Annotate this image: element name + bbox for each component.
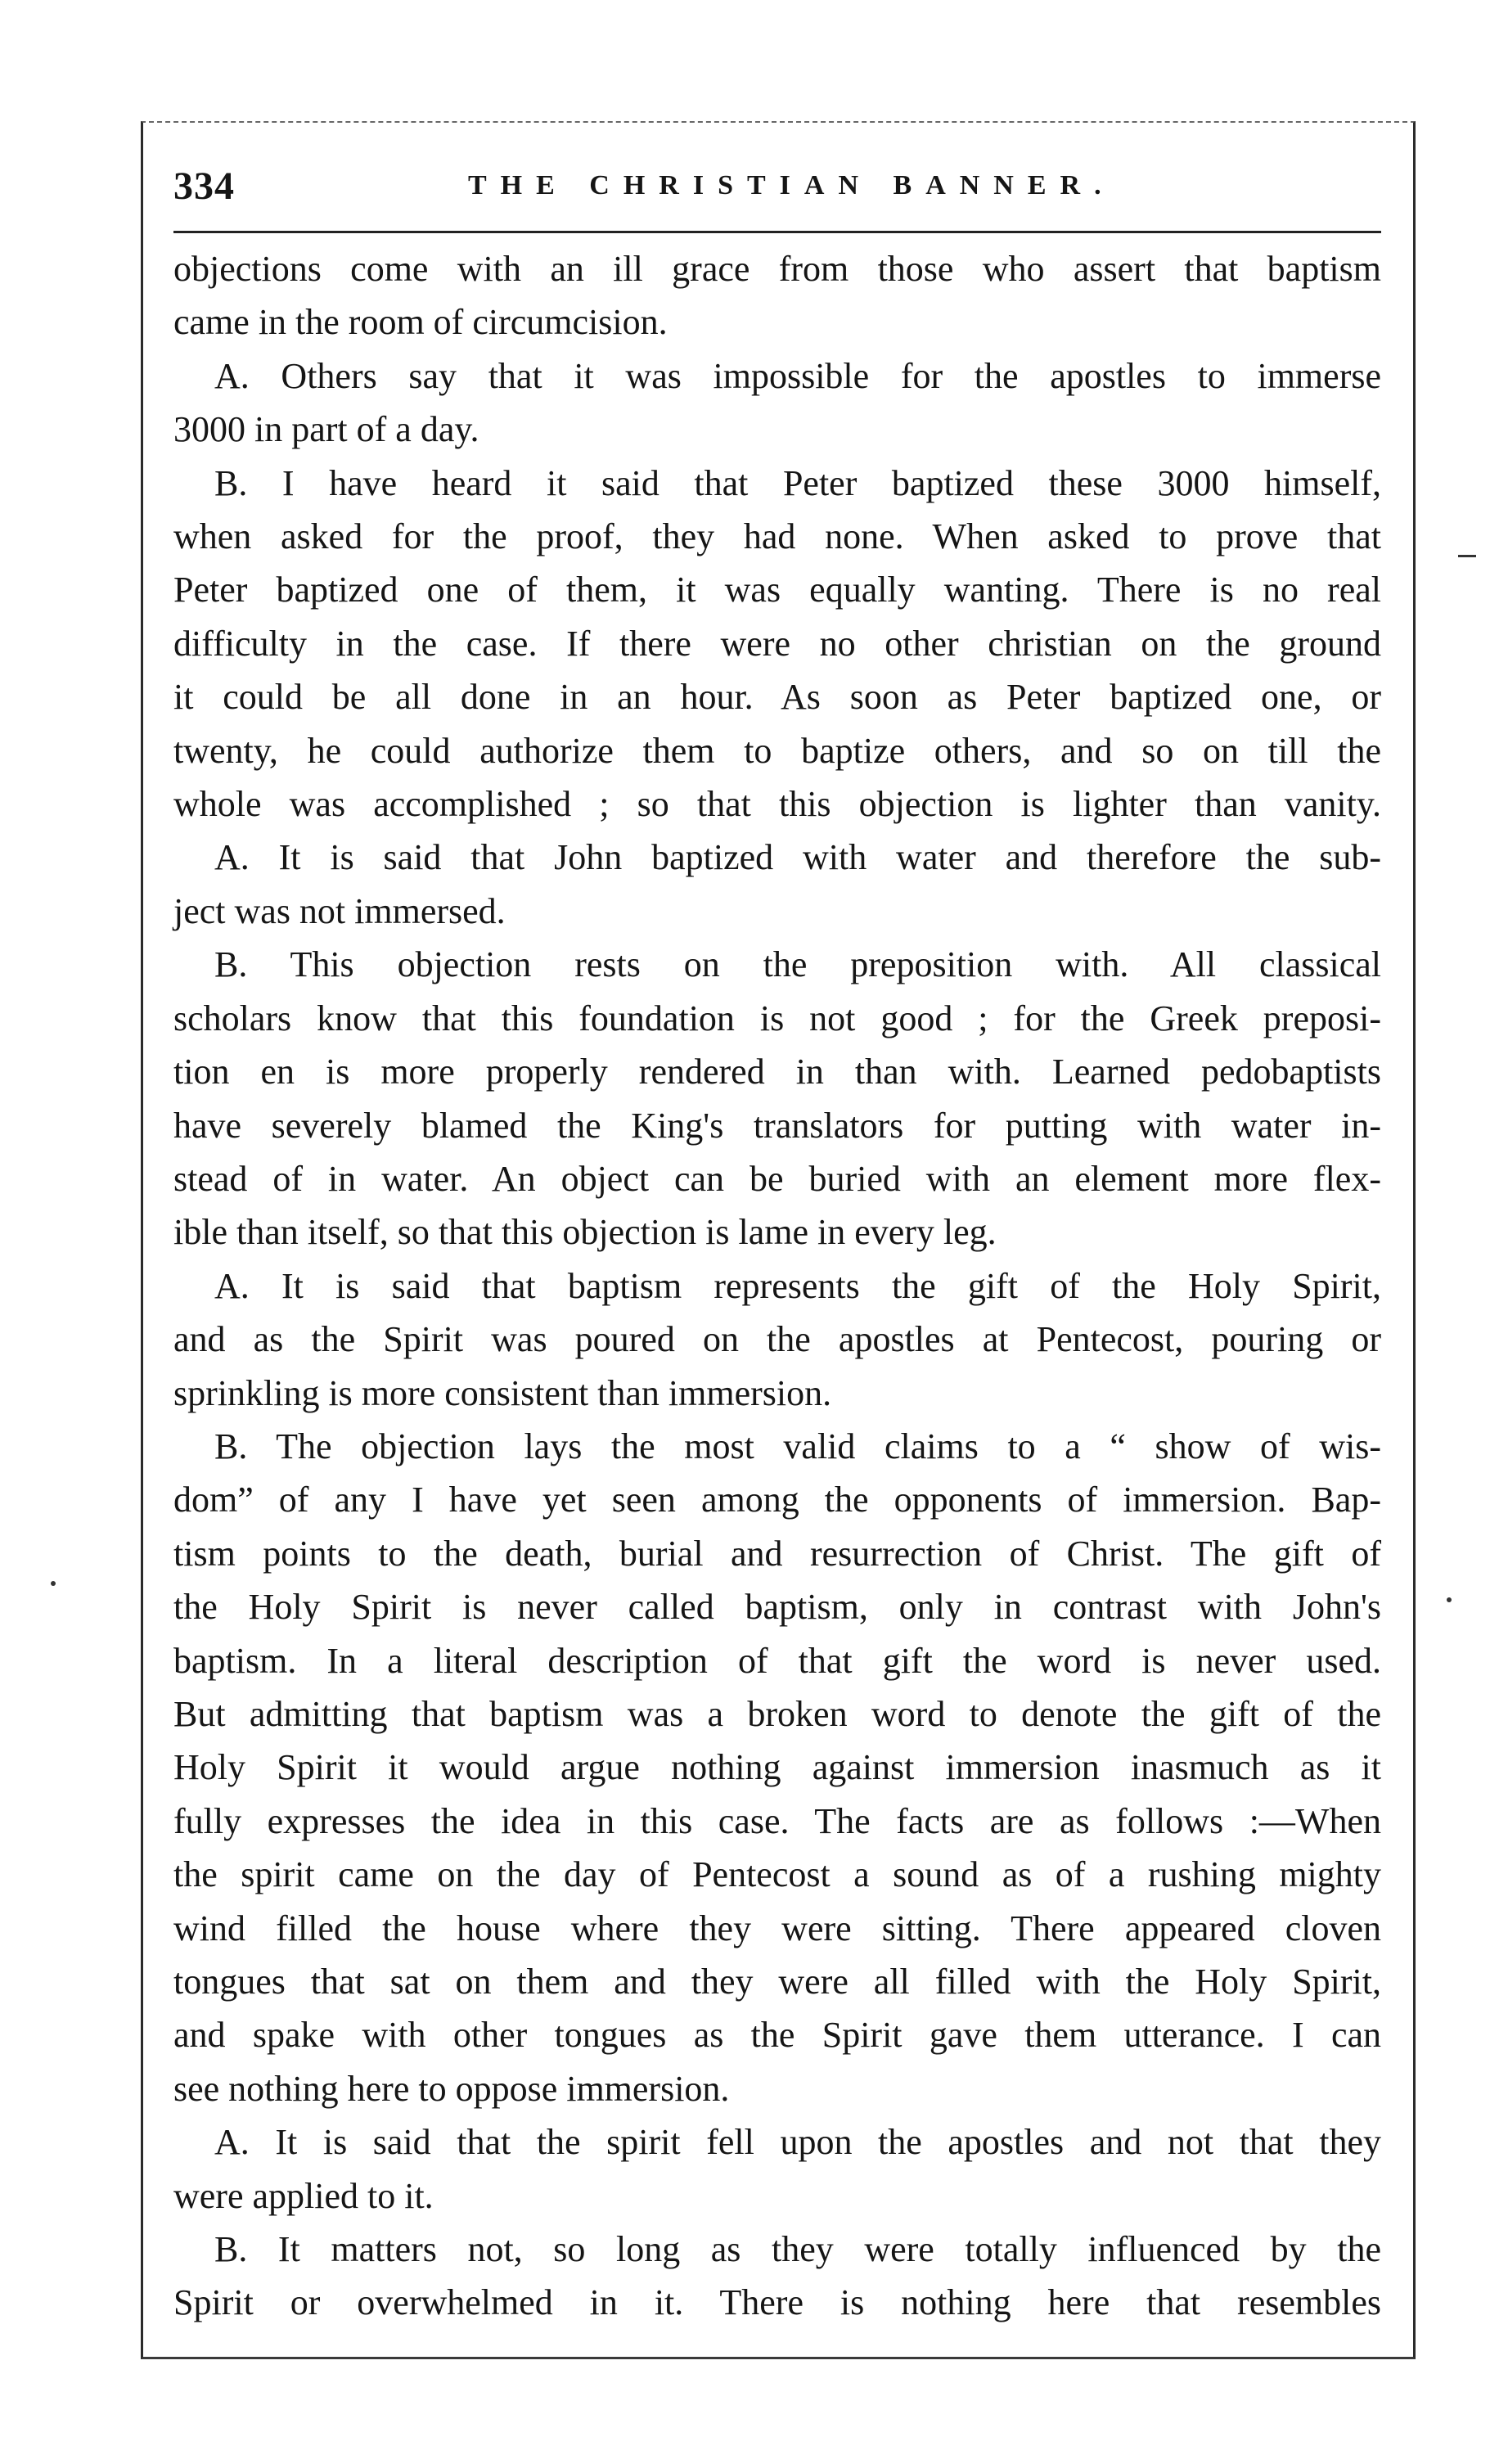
text-line: A. It is said that John baptized with water and therefore the sub- bbox=[214, 837, 1381, 878]
text-line: it could be all done in an hour. As soon as Peter baptized one, or bbox=[173, 677, 1381, 718]
text-line: A. It is said that baptism represents the gift of the Holy Spirit, bbox=[214, 1265, 1381, 1306]
text-line: difficulty in the case. If there were no other christian on the ground bbox=[173, 623, 1381, 664]
text-line: tion en is more properly rendered in than with. Learned pedobaptists bbox=[173, 1052, 1381, 1092]
text-line: whole was accomplished ; so that this objection is lighter than vanity. bbox=[173, 784, 1381, 825]
text-line: and as the Spirit was poured on the apostles at Pentecost, pouring or bbox=[173, 1319, 1381, 1360]
page-number: 334 bbox=[173, 164, 235, 208]
text-line: Spirit or overwhelmed in it. There is nothing here that resembles bbox=[173, 2282, 1381, 2323]
running-title: THE CHRISTIAN BANNER. bbox=[468, 170, 1115, 200]
page-header bbox=[173, 164, 1381, 213]
text-line: A. It is said that the spirit fell upon the apostles and not that they bbox=[214, 2122, 1381, 2163]
text-line: sprinkling is more consistent than immersion. bbox=[173, 1372, 832, 1413]
margin-mark bbox=[1458, 555, 1476, 557]
text-line: were applied to it. bbox=[173, 2175, 434, 2216]
text-line: 3000 in part of a day. bbox=[173, 409, 479, 450]
text-line: see nothing here to oppose immersion. bbox=[173, 2068, 730, 2109]
text-line: baptism. In a literal description of that gift the word is never used. bbox=[173, 1640, 1381, 1681]
header-rule bbox=[173, 231, 1381, 233]
text-line: tism points to the death, burial and resurrection of Christ. The gift of bbox=[173, 1533, 1381, 1574]
text-line: tongues that sat on them and they were all filled with the Holy Spirit, bbox=[173, 1962, 1381, 2002]
ink-speck bbox=[1447, 1597, 1452, 1602]
text-line: Holy Spirit it would argue nothing against immersion inasmuch as it bbox=[173, 1747, 1381, 1788]
text-line: the spirit came on the day of Pentecost a sound as of a rushing mighty bbox=[173, 1854, 1381, 1895]
text-line: ject was not immersed. bbox=[173, 890, 506, 931]
text-line: stead of in water. An object can be buried with an element more flex- bbox=[173, 1158, 1381, 1199]
text-line: Peter baptized one of them, it was equally wanting. There is no real bbox=[173, 570, 1381, 610]
text-line: B. It matters not, so long as they were totally influenced by the bbox=[214, 2229, 1381, 2270]
text-line: B. The objection lays the most valid claims to a “ show of wis- bbox=[214, 1426, 1381, 1466]
text-line: B. I have heard it said that Peter baptized these 3000 himself, bbox=[214, 462, 1381, 503]
text-line: when asked for the proof, they had none. When asked to prove that bbox=[173, 516, 1381, 557]
text-line: have severely blamed the King's translators for putting with water in- bbox=[173, 1105, 1381, 1146]
text-line: the Holy Spirit is never called baptism, only in contrast with John's bbox=[173, 1587, 1381, 1628]
text-line: But admitting that baptism was a broken word to denote the gift of the bbox=[173, 1693, 1381, 1734]
text-line: objections come with an ill grace from those who assert that baptism bbox=[173, 249, 1381, 289]
text-line: ible than itself, so that this objection is lame in every leg. bbox=[173, 1212, 997, 1253]
text-line: dom” of any I have yet seen among the opponents of immersion. Bap- bbox=[173, 1480, 1381, 1520]
ink-speck bbox=[51, 1581, 56, 1586]
text-line: wind filled the house where they were sitting. There appeared cloven bbox=[173, 1908, 1381, 1948]
text-line: twenty, he could authorize them to baptize others, and so on till the bbox=[173, 730, 1381, 771]
text-line: A. Others say that it was impossible for the apostles to immerse bbox=[214, 355, 1381, 396]
body-text bbox=[173, 242, 1381, 2330]
text-line: B. This objection rests on the preposition with. All classical bbox=[214, 944, 1381, 985]
text-line: came in the room of circumcision. bbox=[173, 302, 668, 343]
text-line: fully expresses the idea in this case. The facts are as follows :—When bbox=[173, 1800, 1381, 1841]
text-line: and spake with other tongues as the Spirit gave them utterance. I can bbox=[173, 2015, 1381, 2056]
text-line: scholars know that this foundation is not good ; for the Greek preposi- bbox=[173, 998, 1381, 1038]
